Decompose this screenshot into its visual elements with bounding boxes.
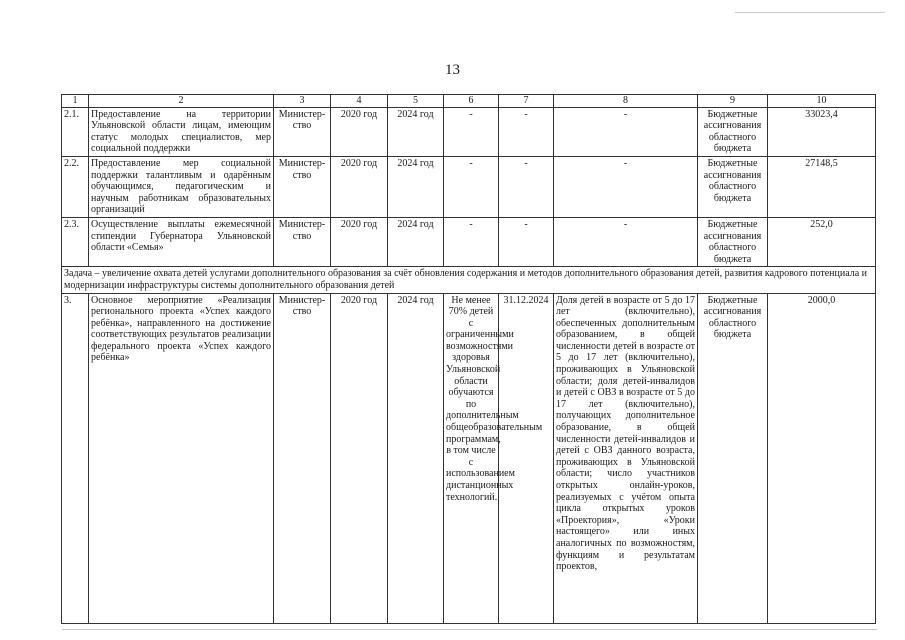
activity-name: Осуществление выплаты ежемесячной стипендии Губернатора Ульяновской области «Семья» (89, 217, 274, 266)
target-value: - (444, 156, 499, 217)
funding-source: Бюджетные ассигнования областного бюджета (698, 107, 768, 156)
column-header: 6 (444, 95, 499, 108)
column-header: 1 (62, 95, 89, 108)
task-row (62, 267, 876, 293)
target-date: - (499, 217, 554, 266)
row-number: 3. (62, 293, 89, 623)
column-number-row (62, 95, 876, 108)
funding-amount: 2000,0 (768, 293, 876, 623)
column-header: 9 (698, 95, 768, 108)
column-header: 2 (89, 95, 274, 108)
column-header: 10 (768, 95, 876, 108)
end-year: 2024 год (388, 293, 444, 623)
table-row (62, 217, 876, 266)
activity-name: Основное мероприятие «Реализация регионального проекта «Успех каждого ребёнка», направленного на достижение соответствующих результатов реализации федерального проекта «Успех каждого ребёнка» (89, 293, 274, 623)
task-description: Задача – увеличение охвата детей услугами дополнительного образования за счёт обновления содержания и методов дополнительного образования детей, развития кадрового потенциала и модернизации инфраструктуры системы дополнительного образования детей (62, 267, 876, 293)
activity-name: Предоставление на территории Ульяновской области лицам, имеющим статус молодых специалистов, мер социальной поддержки (89, 107, 274, 156)
indicator: Доля детей в возрасте от 5 до 17 лет (включительно), обеспеченных дополнительным образованием, в общей численности детей в возрасте от 5 до 17 лет (включительно), проживающих в Ульяновской области; доля детей-инвалидов и детей с ОВЗ в возрасте от 5 до 17 лет (включительно), получающих дополнительное образование, в общей численности детей-инвалидов и детей с ОВЗ данного возраста, проживающих в Ульяновской области; число участников открытых онлайн-уроков, реализуемых с учётом опыта цикла открытых уроков «Проектория», «Уроки настоящего» или иных аналогичных по возможностям, функциям и результатам проектов, (554, 293, 698, 623)
row-number: 2.3. (62, 217, 89, 266)
table-row (62, 156, 876, 217)
page-number: 13 (445, 62, 460, 78)
start-year: 2020 год (331, 217, 388, 266)
column-header: 4 (331, 95, 388, 108)
table-row (62, 107, 876, 156)
column-header: 5 (388, 95, 444, 108)
target-date: 31.12.2024 (499, 293, 554, 623)
indicator: - (554, 156, 698, 217)
program-activities-table (61, 94, 876, 624)
target-value: - (444, 217, 499, 266)
funding-source: Бюджетные ассигнования областного бюджета (698, 293, 768, 623)
target-value: - (444, 107, 499, 156)
start-year: 2020 год (331, 293, 388, 623)
executor: Министер-ство (274, 107, 331, 156)
end-year: 2024 год (388, 156, 444, 217)
executor: Министер-ство (274, 217, 331, 266)
column-header: 8 (554, 95, 698, 108)
funding-source: Бюджетные ассигнования областного бюджета (698, 156, 768, 217)
executor: Министер-ство (274, 293, 331, 623)
table-row (62, 293, 876, 623)
end-year: 2024 год (388, 107, 444, 156)
funding-amount: 33023,4 (768, 107, 876, 156)
scan-mark-bottom (62, 629, 877, 630)
indicator: - (554, 107, 698, 156)
end-year: 2024 год (388, 217, 444, 266)
target-date: - (499, 156, 554, 217)
target-date: - (499, 107, 554, 156)
executor: Министер-ство (274, 156, 331, 217)
funding-amount: 252,0 (768, 217, 876, 266)
column-header: 7 (499, 95, 554, 108)
row-number: 2.1. (62, 107, 89, 156)
column-header: 3 (274, 95, 331, 108)
funding-amount: 27148,5 (768, 156, 876, 217)
indicator: - (554, 217, 698, 266)
funding-source: Бюджетные ассигнования областного бюджета (698, 217, 768, 266)
start-year: 2020 год (331, 107, 388, 156)
activity-name: Предоставление мер социальной поддержки талантливым и одарённым обучающимся, педагогическим и научным работникам образовательных организаций (89, 156, 274, 217)
scan-mark-top (735, 12, 885, 13)
row-number: 2.2. (62, 156, 89, 217)
target-value: Не менее 70% детей с ограниченными возможностями здоровья Ульяновской области обучаются по дополнительным общеобразовательным программам, в том числе с использованием дистанционных технологий. (444, 293, 499, 623)
start-year: 2020 год (331, 156, 388, 217)
